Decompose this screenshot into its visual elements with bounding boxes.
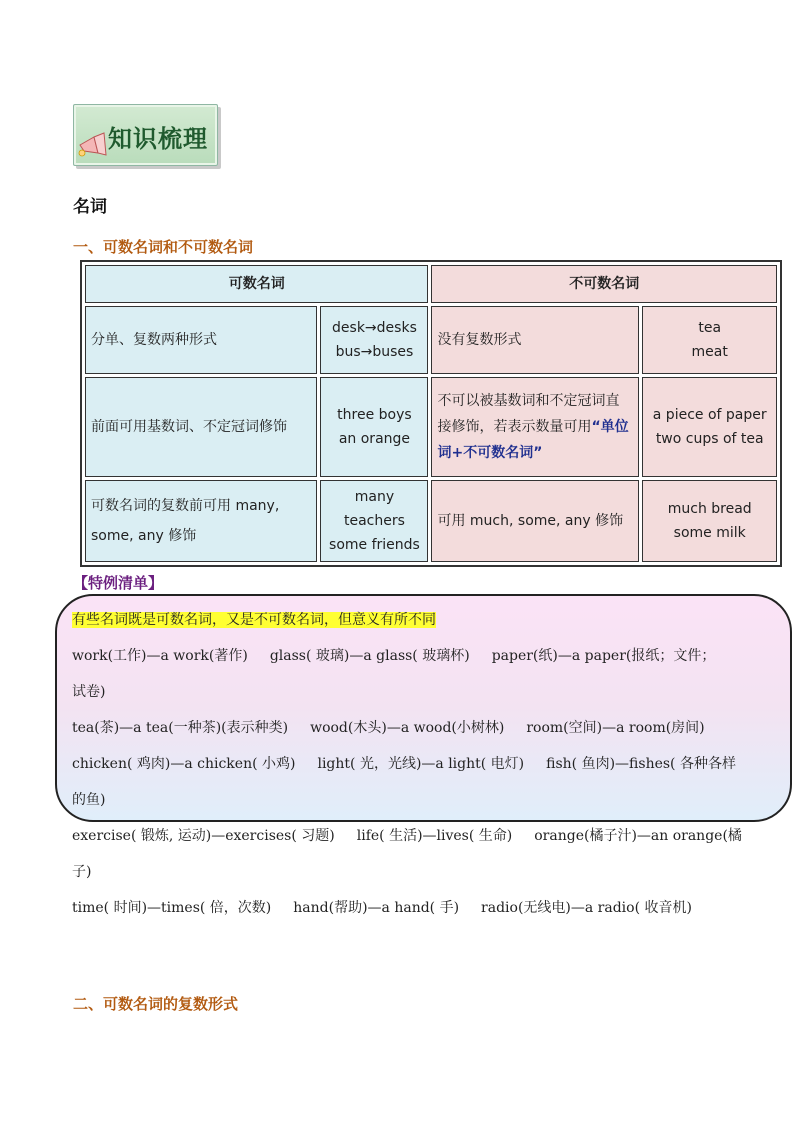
uncountable-desc (431, 377, 639, 477)
desc-text: 不可以被基数词和不定冠词直接修饰，若表示数量可用 (437, 393, 620, 435)
uncountable-desc: 可用 much, some, any 修饰 (431, 480, 639, 562)
example: bus→buses (335, 344, 414, 360)
uncountable-examples (642, 377, 777, 477)
list-item (72, 897, 692, 917)
example: a piece of paper (652, 407, 767, 423)
example-pair: 子) (72, 864, 92, 880)
example-pair: time( 时间)—times( 倍，次数) (72, 900, 272, 916)
list-item (72, 825, 742, 845)
example: three boys (337, 407, 412, 423)
header-countable: 可数名词 (85, 265, 428, 303)
example: tea (698, 320, 722, 336)
example-pair: exercise( 锻炼, 运动)—exercises( 习题) (72, 828, 335, 844)
example-pair: life( 生活)—lives( 生命) (356, 828, 513, 844)
example: much bread (667, 501, 752, 517)
example-pair: wood(木头)—a wood(小树林) (310, 720, 505, 736)
countable-desc: 前面可用基数词、不定冠词修饰 (85, 377, 317, 477)
uncountable-examples (642, 480, 777, 562)
example: desk→desks (332, 320, 417, 336)
special-list-label: 【特例清单】 (73, 574, 164, 592)
example-pair: tea(茶)—a tea(一种茶)(表示种类) (72, 720, 289, 736)
example-pair: radio(无线电)—a radio( 收音机) (481, 900, 692, 916)
example: meat (691, 344, 728, 360)
countable-examples (320, 480, 428, 562)
special-highlight-line (72, 609, 436, 629)
countable-desc: 分单、复数两种形式 (85, 306, 317, 374)
example-pair: chicken( 鸡肉)—a chicken( 小鸡) (72, 756, 296, 772)
table-row (85, 306, 777, 374)
example: many teachers (343, 489, 405, 529)
noun-comparison-table (80, 260, 782, 567)
table-header-row (85, 265, 777, 303)
example: two cups of tea (655, 431, 764, 447)
list-item (72, 861, 91, 881)
example: some friends (329, 537, 420, 553)
example-pair: room(空间)—a room(房间) (526, 720, 705, 736)
example-pair: light( 光，光线)—a light( 电灯) (317, 756, 525, 772)
uncountable-desc: 没有复数形式 (431, 306, 639, 374)
countable-desc: 可数名词的复数前可用 many, some, any 修饰 (85, 480, 317, 562)
list-item (72, 717, 705, 737)
example-pair: work(工作)—a work(著作) (72, 648, 248, 664)
countable-examples (320, 377, 428, 477)
subtitle-countable-uncountable: 一、可数名词和不可数名词 (73, 238, 254, 256)
header-uncountable: 不可数名词 (431, 265, 777, 303)
table-row (85, 377, 777, 477)
example-pair: 试卷) (72, 684, 106, 700)
highlight-text: 有些名词既是可数名词，又是不可数名词，但意义有所不同 (72, 612, 436, 628)
example: some milk (673, 525, 746, 541)
subtitle-plural-forms: 二、可数名词的复数形式 (73, 995, 239, 1013)
list-item (72, 645, 715, 665)
list-item (72, 753, 736, 773)
example-pair: orange(橘子汁)—an orange(橘 (534, 828, 742, 844)
example-pair: 的鱼) (72, 792, 106, 808)
uncountable-examples (642, 306, 777, 374)
section-banner (73, 104, 218, 166)
desc-highlight: “单位词+不可数名词” (437, 419, 629, 461)
section-title: 名词 (73, 197, 107, 217)
example: an orange (338, 431, 411, 447)
megaphone-icon (76, 131, 110, 161)
example-pair: glass( 玻璃)—a glass( 玻璃杯) (269, 648, 470, 664)
countable-examples (320, 306, 428, 374)
list-item (72, 789, 105, 809)
example-pair: paper(纸)—a paper(报纸；文件； (491, 648, 716, 664)
banner-title: 知识梳理 (108, 125, 208, 153)
example-pair: hand(帮助)—a hand( 手) (293, 900, 460, 916)
example-pair: fish( 鱼肉)—fishes( 各种各样 (546, 756, 736, 772)
table-row (85, 480, 777, 562)
list-item (72, 681, 105, 701)
